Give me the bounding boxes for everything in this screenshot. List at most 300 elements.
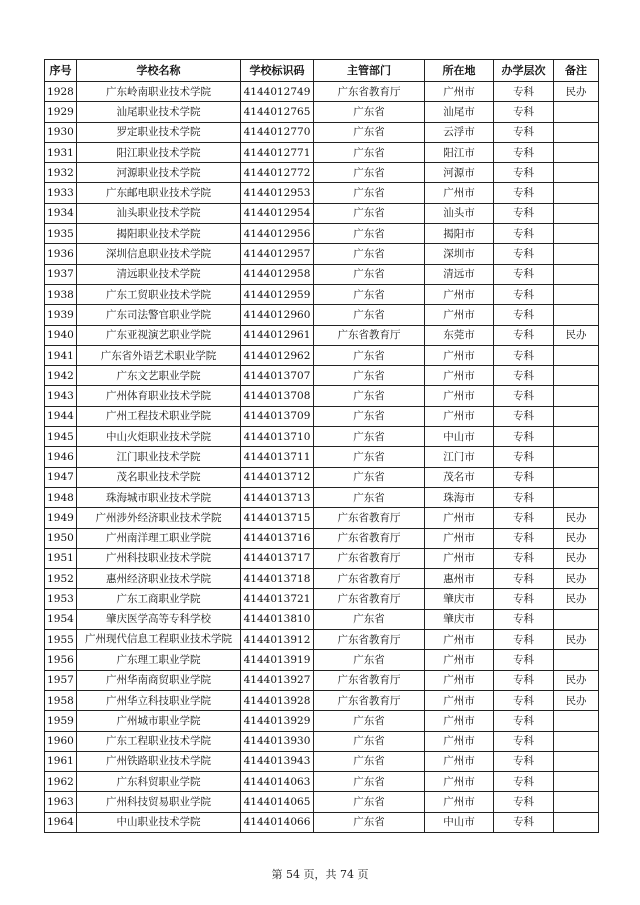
cell-index: 1959 [45,711,77,731]
cell-remarks [554,427,599,447]
cell-department: 广东省 [314,609,425,629]
table-row [45,325,599,345]
cell-school-code: 4144013919 [241,650,314,670]
cell-remarks [554,609,599,629]
cell-index: 1961 [45,751,77,771]
cell-school-name: 广东岭南职业技术学院 [77,82,241,102]
cell-index: 1954 [45,609,77,629]
cell-location: 中山市 [425,427,494,447]
table-row [45,203,599,223]
table-row [45,366,599,386]
cell-remarks [554,203,599,223]
cell-level: 专科 [494,487,554,507]
cell-level: 专科 [494,690,554,710]
cell-department: 广东省 [314,163,425,183]
cell-school-name: 广东司法警官职业学院 [77,305,241,325]
cell-remarks [554,345,599,365]
table-header-row [45,60,599,82]
cell-school-code: 4144013715 [241,508,314,528]
cell-remarks [554,284,599,304]
cell-remarks [554,183,599,203]
cell-remarks [554,102,599,122]
cell-school-code: 4144013929 [241,711,314,731]
cell-level: 专科 [494,427,554,447]
table-row [45,630,599,650]
cell-school-code: 4144012961 [241,325,314,345]
cell-school-code: 4144013718 [241,569,314,589]
cell-location: 阳江市 [425,142,494,162]
cell-school-code: 4144013810 [241,609,314,629]
cell-remarks: 民办 [554,630,599,650]
cell-department: 广东省 [314,284,425,304]
cell-level: 专科 [494,244,554,264]
cell-level: 专科 [494,609,554,629]
cell-level: 专科 [494,630,554,650]
cell-location: 广州市 [425,731,494,751]
header-level: 办学层次 [494,60,554,82]
cell-location: 茂名市 [425,467,494,487]
table-row [45,609,599,629]
cell-department: 广东省教育厅 [314,528,425,548]
cell-location: 广州市 [425,690,494,710]
cell-remarks [554,792,599,812]
cell-index: 1944 [45,406,77,426]
cell-school-name: 深圳信息职业技术学院 [77,244,241,264]
cell-index: 1930 [45,122,77,142]
cell-school-code: 4144013721 [241,589,314,609]
cell-location: 云浮市 [425,122,494,142]
cell-remarks [554,487,599,507]
cell-school-code: 4144013928 [241,690,314,710]
cell-school-code: 4144013711 [241,447,314,467]
cell-index: 1950 [45,528,77,548]
cell-index: 1937 [45,264,77,284]
table-row [45,751,599,771]
cell-level: 专科 [494,406,554,426]
cell-department: 广东省 [314,305,425,325]
cell-remarks [554,386,599,406]
cell-level: 专科 [494,102,554,122]
cell-department: 广东省教育厅 [314,589,425,609]
cell-location: 中山市 [425,812,494,832]
cell-index: 1949 [45,508,77,528]
cell-department: 广东省 [314,224,425,244]
cell-remarks: 民办 [554,670,599,690]
cell-location: 广州市 [425,183,494,203]
cell-remarks [554,142,599,162]
cell-level: 专科 [494,528,554,548]
cell-department: 广东省 [314,264,425,284]
cell-index: 1942 [45,366,77,386]
table-row [45,650,599,670]
cell-level: 专科 [494,325,554,345]
cell-level: 专科 [494,264,554,284]
cell-school-name: 汕尾职业技术学院 [77,102,241,122]
cell-location: 清远市 [425,264,494,284]
cell-school-code: 4144013708 [241,386,314,406]
cell-level: 专科 [494,670,554,690]
cell-remarks: 民办 [554,82,599,102]
cell-level: 专科 [494,508,554,528]
cell-remarks [554,812,599,832]
cell-location: 广州市 [425,366,494,386]
cell-level: 专科 [494,142,554,162]
cell-school-name: 惠州经济职业技术学院 [77,569,241,589]
cell-school-code: 4144012960 [241,305,314,325]
cell-department: 广东省 [314,650,425,670]
cell-index: 1929 [45,102,77,122]
cell-remarks: 民办 [554,508,599,528]
cell-remarks [554,731,599,751]
cell-school-code: 4144013912 [241,630,314,650]
table-row [45,772,599,792]
cell-remarks [554,751,599,771]
cell-school-code: 4144013943 [241,751,314,771]
cell-school-name: 广州铁路职业技术学院 [77,751,241,771]
cell-index: 1956 [45,650,77,670]
cell-school-code: 4144013707 [241,366,314,386]
table-row [45,690,599,710]
cell-index: 1964 [45,812,77,832]
cell-school-code: 4144012958 [241,264,314,284]
cell-department: 广东省 [314,731,425,751]
cell-school-code: 4144012956 [241,224,314,244]
cell-index: 1932 [45,163,77,183]
cell-location: 广州市 [425,284,494,304]
cell-remarks [554,305,599,325]
table-row [45,427,599,447]
table-row [45,264,599,284]
table-row [45,447,599,467]
cell-school-name: 广州现代信息工程职业技术学院 [77,630,241,650]
cell-location: 广州市 [425,711,494,731]
header-index: 序号 [45,60,77,82]
table-row [45,589,599,609]
table-row [45,163,599,183]
cell-department: 广东省 [314,406,425,426]
cell-school-name: 广东工贸职业技术学院 [77,284,241,304]
cell-school-code: 4144012765 [241,102,314,122]
cell-school-code: 4144014063 [241,772,314,792]
cell-school-code: 4144012771 [241,142,314,162]
cell-school-name: 广东科贸职业学院 [77,772,241,792]
cell-level: 专科 [494,163,554,183]
cell-school-code: 4144012772 [241,163,314,183]
cell-level: 专科 [494,284,554,304]
cell-department: 广东省 [314,244,425,264]
cell-level: 专科 [494,467,554,487]
cell-school-name: 广东工程职业技术学院 [77,731,241,751]
cell-department: 广东省 [314,142,425,162]
cell-school-code: 4144014066 [241,812,314,832]
table-row [45,406,599,426]
cell-department: 广东省教育厅 [314,325,425,345]
cell-school-code: 4144013710 [241,427,314,447]
cell-index: 1957 [45,670,77,690]
cell-department: 广东省教育厅 [314,630,425,650]
cell-location: 广州市 [425,508,494,528]
table-row [45,82,599,102]
cell-school-name: 广东理工职业学院 [77,650,241,670]
cell-school-name: 广东工商职业学院 [77,589,241,609]
cell-location: 广州市 [425,345,494,365]
cell-school-name: 广州科技贸易职业学院 [77,792,241,812]
cell-level: 专科 [494,569,554,589]
cell-level: 专科 [494,792,554,812]
cell-level: 专科 [494,589,554,609]
cell-remarks [554,650,599,670]
cell-department: 广东省 [314,812,425,832]
cell-department: 广东省 [314,487,425,507]
cell-school-name: 广州工程技术职业学院 [77,406,241,426]
cell-index: 1955 [45,630,77,650]
table-row [45,345,599,365]
cell-school-name: 广东邮电职业技术学院 [77,183,241,203]
cell-remarks [554,264,599,284]
cell-remarks: 民办 [554,528,599,548]
table-row [45,122,599,142]
cell-location: 珠海市 [425,487,494,507]
cell-school-code: 4144013927 [241,670,314,690]
cell-level: 专科 [494,548,554,568]
cell-location: 广州市 [425,548,494,568]
cell-school-code: 4144012749 [241,82,314,102]
cell-school-name: 河源职业技术学院 [77,163,241,183]
cell-department: 广东省教育厅 [314,82,425,102]
cell-department: 广东省教育厅 [314,508,425,528]
cell-school-name: 广州涉外经济职业技术学院 [77,508,241,528]
cell-location: 揭阳市 [425,224,494,244]
table-row [45,569,599,589]
cell-location: 广州市 [425,751,494,771]
cell-school-code: 4144012770 [241,122,314,142]
cell-index: 1945 [45,427,77,447]
cell-index: 1947 [45,467,77,487]
table-row [45,528,599,548]
cell-school-name: 中山火炬职业技术学院 [77,427,241,447]
table-row [45,487,599,507]
cell-school-name: 江门职业技术学院 [77,447,241,467]
cell-remarks: 民办 [554,589,599,609]
cell-school-name: 揭阳职业技术学院 [77,224,241,244]
cell-school-name: 广州华南商贸职业学院 [77,670,241,690]
cell-department: 广东省 [314,122,425,142]
cell-level: 专科 [494,224,554,244]
cell-index: 1953 [45,589,77,609]
school-list-table [44,59,599,833]
cell-school-name: 汕头职业技术学院 [77,203,241,223]
cell-level: 专科 [494,650,554,670]
cell-department: 广东省 [314,203,425,223]
cell-location: 广州市 [425,528,494,548]
cell-school-name: 清远职业技术学院 [77,264,241,284]
cell-location: 汕头市 [425,203,494,223]
cell-location: 江门市 [425,447,494,467]
cell-school-code: 4144012957 [241,244,314,264]
cell-location: 东莞市 [425,325,494,345]
cell-location: 广州市 [425,792,494,812]
cell-school-code: 4144012959 [241,284,314,304]
cell-index: 1963 [45,792,77,812]
cell-index: 1958 [45,690,77,710]
cell-school-name: 罗定职业技术学院 [77,122,241,142]
cell-index: 1936 [45,244,77,264]
cell-remarks [554,406,599,426]
cell-school-name: 广州城市职业学院 [77,711,241,731]
cell-remarks: 民办 [554,569,599,589]
cell-department: 广东省 [314,386,425,406]
table-row [45,183,599,203]
header-school-code: 学校标识码 [241,60,314,82]
cell-location: 广州市 [425,650,494,670]
cell-location: 广州市 [425,670,494,690]
table-body [45,82,599,833]
cell-school-name: 广东亚视演艺职业学院 [77,325,241,345]
cell-index: 1943 [45,386,77,406]
cell-location: 河源市 [425,163,494,183]
cell-remarks: 民办 [554,325,599,345]
table-row [45,670,599,690]
cell-location: 广州市 [425,82,494,102]
cell-remarks [554,467,599,487]
cell-school-code: 4144013716 [241,528,314,548]
cell-department: 广东省 [314,102,425,122]
cell-department: 广东省 [314,711,425,731]
cell-index: 1934 [45,203,77,223]
cell-school-name: 广州南洋理工职业学院 [77,528,241,548]
cell-remarks [554,366,599,386]
cell-index: 1952 [45,569,77,589]
cell-school-name: 广州体育职业技术学院 [77,386,241,406]
cell-school-name: 茂名职业技术学院 [77,467,241,487]
cell-department: 广东省 [314,772,425,792]
cell-department: 广东省 [314,183,425,203]
cell-level: 专科 [494,711,554,731]
cell-level: 专科 [494,183,554,203]
cell-index: 1962 [45,772,77,792]
table-row [45,731,599,751]
table-row [45,305,599,325]
cell-department: 广东省 [314,751,425,771]
cell-department: 广东省教育厅 [314,548,425,568]
cell-level: 专科 [494,122,554,142]
cell-location: 广州市 [425,406,494,426]
cell-location: 广州市 [425,305,494,325]
cell-level: 专科 [494,203,554,223]
cell-index: 1941 [45,345,77,365]
cell-school-name: 阳江职业技术学院 [77,142,241,162]
cell-remarks [554,711,599,731]
table-row [45,812,599,832]
cell-location: 广州市 [425,386,494,406]
cell-department: 广东省 [314,467,425,487]
cell-school-name: 广东省外语艺术职业学院 [77,345,241,365]
cell-school-code: 4144013713 [241,487,314,507]
cell-location: 汕尾市 [425,102,494,122]
table-row [45,467,599,487]
cell-remarks: 民办 [554,690,599,710]
cell-school-code: 4144013717 [241,548,314,568]
cell-location: 广州市 [425,772,494,792]
cell-index: 1940 [45,325,77,345]
cell-index: 1939 [45,305,77,325]
cell-location: 惠州市 [425,569,494,589]
table-row [45,284,599,304]
cell-level: 专科 [494,731,554,751]
page-footer: 第 54 页，共 74 页 [271,868,369,881]
table-row [45,224,599,244]
cell-department: 广东省 [314,345,425,365]
cell-index: 1946 [45,447,77,467]
cell-school-code: 4144013709 [241,406,314,426]
cell-level: 专科 [494,305,554,325]
cell-school-code: 4144012962 [241,345,314,365]
cell-department: 广东省 [314,427,425,447]
table-row [45,102,599,122]
cell-index: 1938 [45,284,77,304]
cell-index: 1935 [45,224,77,244]
cell-department: 广东省教育厅 [314,670,425,690]
cell-school-name: 广东文艺职业学院 [77,366,241,386]
cell-department: 广东省 [314,447,425,467]
cell-level: 专科 [494,772,554,792]
header-school-name: 学校名称 [77,60,241,82]
cell-level: 专科 [494,447,554,467]
cell-level: 专科 [494,345,554,365]
table-row [45,792,599,812]
cell-remarks [554,772,599,792]
cell-location: 广州市 [425,630,494,650]
table-row [45,548,599,568]
cell-school-code: 4144013930 [241,731,314,751]
table-row [45,386,599,406]
cell-location: 肇庆市 [425,609,494,629]
table-row [45,711,599,731]
header-remarks: 备注 [554,60,599,82]
cell-remarks [554,122,599,142]
cell-remarks [554,224,599,244]
cell-school-code: 4144012953 [241,183,314,203]
cell-department: 广东省教育厅 [314,690,425,710]
cell-school-name: 广州科技职业技术学院 [77,548,241,568]
cell-level: 专科 [494,751,554,771]
cell-school-name: 中山职业技术学院 [77,812,241,832]
cell-school-code: 4144012954 [241,203,314,223]
cell-remarks [554,163,599,183]
cell-location: 肇庆市 [425,589,494,609]
cell-department: 广东省教育厅 [314,569,425,589]
cell-department: 广东省 [314,792,425,812]
cell-school-code: 4144013712 [241,467,314,487]
table-row [45,142,599,162]
table-row [45,244,599,264]
cell-school-name: 广州华立科技职业学院 [77,690,241,710]
cell-school-name: 珠海城市职业技术学院 [77,487,241,507]
header-department: 主管部门 [314,60,425,82]
cell-index: 1931 [45,142,77,162]
cell-level: 专科 [494,366,554,386]
cell-remarks [554,244,599,264]
header-location: 所在地 [425,60,494,82]
cell-index: 1933 [45,183,77,203]
cell-location: 深圳市 [425,244,494,264]
cell-index: 1951 [45,548,77,568]
table-row [45,508,599,528]
cell-department: 广东省 [314,366,425,386]
cell-level: 专科 [494,386,554,406]
cell-index: 1960 [45,731,77,751]
cell-school-name: 肇庆医学高等专科学校 [77,609,241,629]
